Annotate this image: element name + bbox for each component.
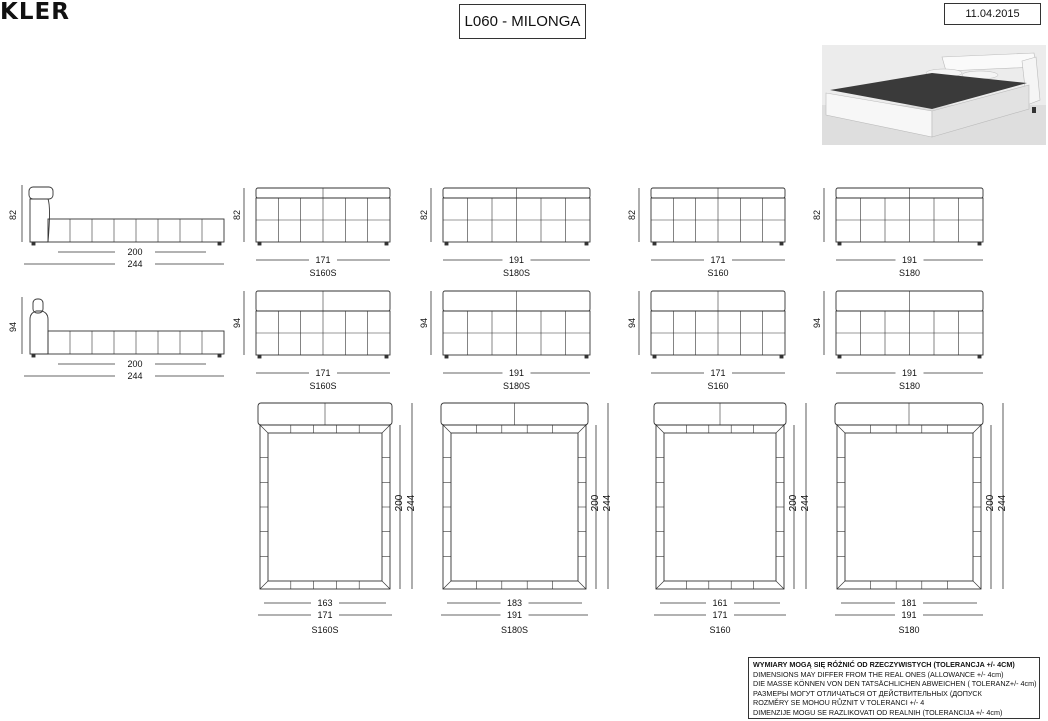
front-width-label: 171 xyxy=(710,368,726,378)
disclaimer-line-de: DIE MASSE KÖNNEN VON DEN TATSÄCHLICHEN ABWEICHEN ( TOLERANZ+/- 4cm) xyxy=(753,679,1037,689)
frame-bevel xyxy=(776,425,784,433)
side-headboard xyxy=(30,199,50,242)
front-width-label: 171 xyxy=(315,368,331,378)
front-view-r1-1 xyxy=(232,188,390,278)
front-model-label: S160 xyxy=(707,381,729,391)
front-view-r2-2 xyxy=(419,291,590,391)
disclaimer-line-hr: DIMENZIJE MOGU SE RAZLIKOVATI OD REALNIH (TOLERANCIJA +/- 4cm) xyxy=(753,707,1003,717)
top-inner-width-label: 181 xyxy=(901,598,917,608)
frame-bevel xyxy=(973,425,981,433)
frame-bevel xyxy=(443,581,451,589)
frame-bevel xyxy=(837,581,845,589)
top-model-label: S160 xyxy=(709,625,731,635)
frame-bevel xyxy=(837,425,845,433)
front-height-label: 82 xyxy=(232,209,242,221)
drawing-title: L060 - MILONGA xyxy=(459,4,586,39)
side-view-2 xyxy=(8,297,224,381)
frame-bevel xyxy=(260,581,268,589)
front-height-label: 82 xyxy=(812,209,822,221)
disclaimer-line-pl: WYMIARY MOGĄ SIĘ RÓŻNIĆ OD RZECZYWISTYCH (TOLERANCJA +/- 4CM) xyxy=(753,660,1015,669)
top-outer-width-label: 191 xyxy=(901,610,917,620)
top-frame-outer xyxy=(656,425,784,589)
disclaimer-line-ru: РАЗМЕРЫ МОГУТ ОТЛИЧАТЬСЯ ОТ ДЕЙСТВИТЕЛЬНЫХ (ДОПУСК xyxy=(753,688,982,698)
front-foot xyxy=(258,242,261,245)
top-frame-outer xyxy=(443,425,586,589)
front-width-label: 191 xyxy=(901,368,918,378)
front-foot xyxy=(445,355,448,358)
top-outer-length-label: 244 xyxy=(406,494,417,512)
disclaimer-line-cz: ROZMĚRY SE MOHOU RŮZNIT V TOLERANCI +/- 4 xyxy=(753,698,925,708)
side-inner-length-label: 200 xyxy=(127,359,143,369)
front-height-label: 94 xyxy=(627,317,637,329)
front-foot xyxy=(585,355,588,358)
front-view-r2-4 xyxy=(812,291,983,391)
side-outer-length-label: 244 xyxy=(127,259,143,269)
front-model-label: S160 xyxy=(707,268,729,278)
front-view-r1-2 xyxy=(419,188,590,278)
front-model-label: S180 xyxy=(898,268,921,278)
top-inner-width-label: 161 xyxy=(712,598,728,608)
top-inner-width-label: 163 xyxy=(317,598,333,608)
front-height-label: 94 xyxy=(232,317,242,329)
top-outer-width-label: 191 xyxy=(506,610,523,620)
frame-bevel xyxy=(776,581,784,589)
front-foot xyxy=(780,242,783,245)
front-model-label: S180S xyxy=(502,268,531,278)
side-inner-length-label: 200 xyxy=(127,247,143,257)
side-foot xyxy=(218,242,221,245)
frame-bevel xyxy=(973,581,981,589)
top-outer-length-label: 244 xyxy=(997,494,1008,512)
top-frame-outer xyxy=(260,425,390,589)
frame-bevel xyxy=(382,425,390,433)
side-height-label: 94 xyxy=(8,321,18,333)
front-height-label: 94 xyxy=(812,317,822,329)
front-width-label: 171 xyxy=(315,255,331,265)
top-outer-length-label: 244 xyxy=(800,494,811,512)
front-height-label: 82 xyxy=(419,209,429,221)
frame-bevel xyxy=(443,425,451,433)
front-view-r1-4 xyxy=(812,188,983,278)
side-cushion xyxy=(29,187,53,199)
front-view-r2-3 xyxy=(627,291,785,391)
front-foot xyxy=(978,242,981,245)
top-mattress xyxy=(451,433,578,581)
top-inner-width-label: 183 xyxy=(506,598,523,608)
side-foot xyxy=(32,242,35,245)
disclaimer-line-en: DIMENSIONS MAY DIFFER FROM THE REAL ONES (ALLOWANCE +/- 4cm) xyxy=(753,669,1004,679)
frame-bevel xyxy=(578,581,586,589)
top-view-2 xyxy=(441,403,613,635)
side-foot xyxy=(32,354,35,357)
side-headboard xyxy=(30,311,48,354)
frame-bevel xyxy=(656,425,664,433)
top-view-4 xyxy=(835,403,1008,635)
front-foot xyxy=(258,355,261,358)
drawing-date: 11.04.2015 xyxy=(944,3,1041,25)
front-height-label: 82 xyxy=(627,209,637,221)
top-model-label: S180S xyxy=(500,625,529,635)
front-foot xyxy=(838,242,841,245)
front-foot xyxy=(838,355,841,358)
top-frame-outer xyxy=(837,425,981,589)
front-foot xyxy=(653,242,656,245)
front-foot xyxy=(385,242,388,245)
top-mattress xyxy=(845,433,973,581)
top-mattress xyxy=(664,433,776,581)
front-width-label: 191 xyxy=(508,368,525,378)
front-model-label: S180S xyxy=(502,381,531,391)
front-height-label: 94 xyxy=(419,317,429,329)
tolerance-disclaimer xyxy=(748,657,1040,719)
top-inner-length-label: 200 xyxy=(394,494,405,512)
front-foot xyxy=(385,355,388,358)
top-outer-width-label: 171 xyxy=(317,610,333,620)
front-width-label: 191 xyxy=(901,255,918,265)
side-view-1 xyxy=(8,185,224,269)
front-foot xyxy=(445,242,448,245)
front-model-label: S160S xyxy=(309,268,337,278)
frame-bevel xyxy=(656,581,664,589)
top-outer-length-label: 244 xyxy=(602,494,613,512)
front-view-r2-1 xyxy=(232,291,390,391)
front-foot xyxy=(780,355,783,358)
top-inner-length-label: 200 xyxy=(985,494,996,512)
frame-bevel xyxy=(382,581,390,589)
front-foot xyxy=(978,355,981,358)
kler-logo: KLER xyxy=(0,0,70,25)
frame-bevel xyxy=(260,425,268,433)
top-view-1 xyxy=(258,403,417,635)
top-inner-length-label: 200 xyxy=(590,494,601,512)
front-foot xyxy=(653,355,656,358)
top-outer-width-label: 171 xyxy=(712,610,728,620)
front-width-label: 171 xyxy=(710,255,726,265)
top-view-3 xyxy=(654,403,811,635)
side-height-label: 82 xyxy=(8,209,18,221)
top-model-label: S180 xyxy=(898,625,920,635)
front-view-r1-3 xyxy=(627,188,785,278)
front-foot xyxy=(585,242,588,245)
front-model-label: S180 xyxy=(898,381,921,391)
front-model-label: S160S xyxy=(309,381,337,391)
front-width-label: 191 xyxy=(508,255,525,265)
top-mattress xyxy=(268,433,382,581)
side-outer-length-label: 244 xyxy=(127,371,143,381)
frame-bevel xyxy=(578,425,586,433)
top-inner-length-label: 200 xyxy=(788,494,799,512)
top-model-label: S160S xyxy=(311,625,339,635)
side-foot xyxy=(218,354,221,357)
